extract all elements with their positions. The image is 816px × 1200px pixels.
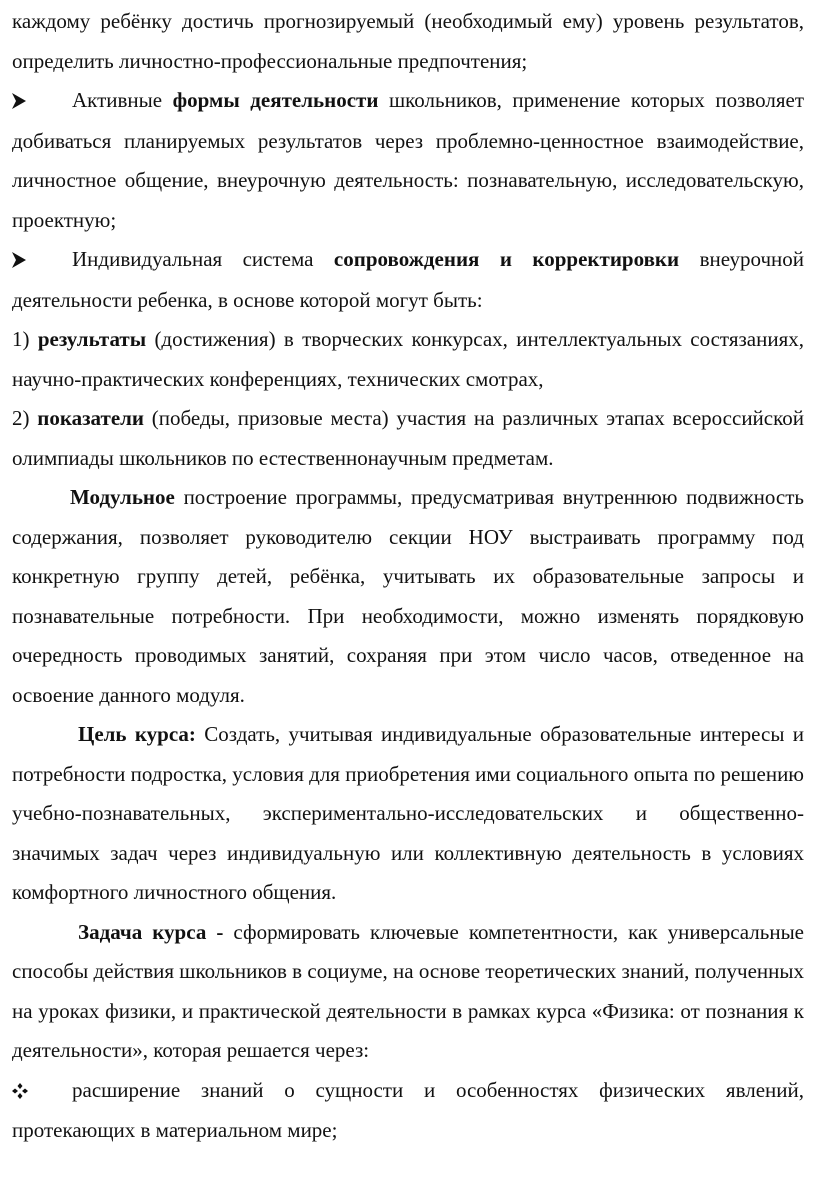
course-goal-paragraph <box>12 715 804 913</box>
numbered-item-indicators-number: 2) <box>12 406 38 430</box>
bullet-support-system-bold: сопровождения и корректировки <box>333 247 680 271</box>
arrowhead-bullet-icon <box>12 82 72 122</box>
modular-paragraph-text: построение программы, предусматривая внутреннюю подвижность содержания, позволяет руководителю секции НОУ выстраивать программу под конкретную группу детей, ребёнка, учитывать их образовательные запросы и познавательные потребности. При необходимости, можно изменять порядковую очередность проводимых занятий, сохраняя при этом число часов, отведенное на освоение данного модуля. <box>12 485 804 707</box>
bullet-support-system-text <box>12 240 804 320</box>
four-diamond-bullet-icon <box>12 1072 72 1112</box>
numbered-item-results <box>12 320 804 399</box>
bullet-active-forms-bold: формы деятельности <box>172 88 379 112</box>
bullet-active-forms <box>12 81 804 240</box>
course-goal-heading: Цель курса: <box>78 722 196 746</box>
intro-paragraph <box>12 2 804 81</box>
bullet-knowledge-expansion-body: расширение знаний о сущности и особенностях физических явлений, протекающих в материальном мире; <box>12 1077 804 1142</box>
bullet-active-forms-text <box>12 81 804 240</box>
modular-paragraph <box>12 478 804 715</box>
modular-paragraph-bold: Модульное <box>70 485 175 509</box>
bullet-knowledge-expansion-text <box>12 1071 804 1151</box>
numbered-item-indicators-text: (победы, призовые места) участия на различных этапах всероссийской олимпиады школьников по естественнонаучным предметам. <box>12 406 804 470</box>
bullet-knowledge-expansion <box>12 1071 804 1151</box>
arrowhead-bullet-icon <box>12 241 72 281</box>
course-task-heading: Задача курса - <box>78 919 224 944</box>
numbered-item-indicators <box>12 399 804 478</box>
bullet-active-forms-post: школьников, применение которых позволяет добиваться планируемых результатов через проблемно-ценностное взаимодействие, личностное общение, внеурочную деятельность: познавательную, исследовательскую, проектную; <box>12 88 804 232</box>
numbered-item-results-number: 1) <box>12 327 38 351</box>
bullet-active-forms-pre: Активные <box>72 88 173 112</box>
course-task-text: сформировать ключевые компетентности, как универсальные способы действия школьников в социуме, на основе теоретических знаний, полученных на уроках физики, и практической деятельности в рамках курса «Физика: от познания к деятельности», которая решается через: <box>12 919 804 1062</box>
numbered-item-results-text: (достижения) в творческих конкурсах, интеллектуальных состязаниях, научно-практических конференциях, технических смотрах, <box>12 327 804 391</box>
course-goal-text: Создать, учитывая индивидуальные образовательные интересы и потребности подростка, условия для приобретения ими социального опыта по решению учебно-познавательных, экспериментально-исследовательских и общественно-значимых задач через индивидуальную или коллективную деятельность в условиях комфортного личностного общения. <box>12 722 805 904</box>
bullet-support-system-post: внеурочной деятельности ребенка, в основе которой могут быть: <box>12 247 805 312</box>
bullet-support-system-pre: Индивидуальная система <box>72 247 334 271</box>
course-task-paragraph <box>12 913 804 1071</box>
numbered-item-indicators-bold: показатели <box>37 406 145 430</box>
intro-text: каждому ребёнку достичь прогнозируемый (необходимый ему) уровень результатов, определить личностно-профессиональные предпочтения; <box>12 9 804 73</box>
numbered-item-results-bold: результаты <box>37 327 147 351</box>
bullet-support-system <box>12 240 804 320</box>
